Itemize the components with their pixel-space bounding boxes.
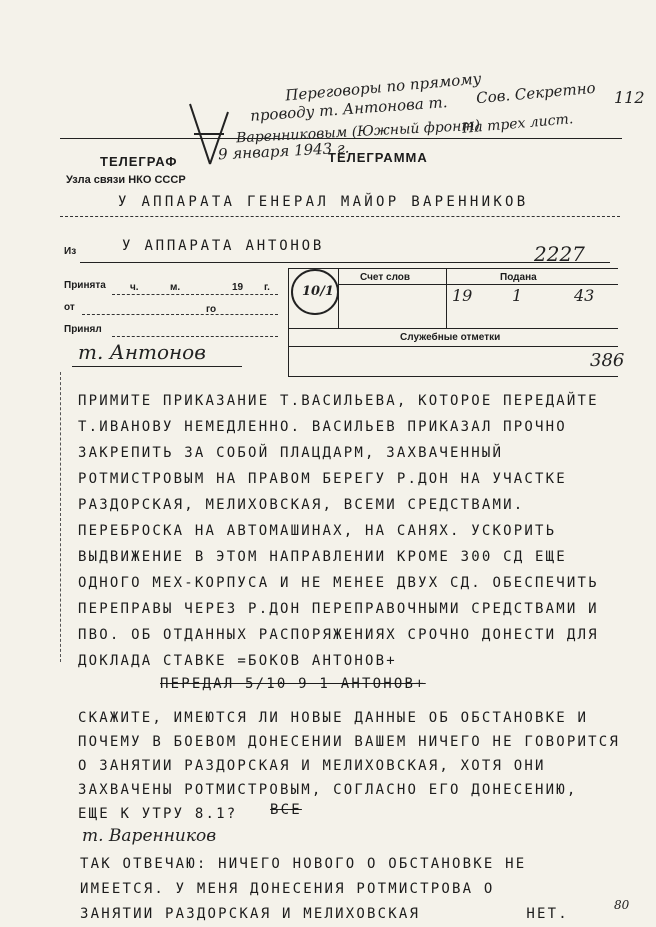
telegramma-heading: ТЕЛЕГРАММА [328,150,428,165]
ot-label: от [64,302,75,313]
m-label: м. [170,282,181,293]
handwritten-corner-mark [180,94,240,174]
body-line: ПЕРЕБРОСКА НА АВТОМАШИНАХ, НА САНЯХ. УСКОРИТЬ [78,523,557,539]
prinyal-rule [112,336,278,337]
box-bottom-rule [288,346,618,347]
body-line: О ЗАНЯТИИ РАЗДОРСКАЯ И МЕЛИХОВСКАЯ, ХОТЯ ОНИ [78,758,546,774]
body-line: ЗАНЯТИИ РАЗДОРСКАЯ И МЕЛИХОВСКАЯ НЕТ. [80,906,569,922]
body-line: ПОЧЕМУ В БОЕВОМ ДОНЕСЕНИИ ВАШЕМ НИЧЕГО НЕ ГОВОРИТСЯ [78,734,621,750]
podana-month: 1 [512,286,523,305]
handwritten-title-line2: проводу т. Антонова т. [249,93,449,125]
box-divider-2 [446,268,447,328]
form-top-rule [60,138,622,139]
box-lower-rule [288,376,618,377]
body-line: ТАК ОТВЕЧАЮ: НИЧЕГО НОВОГО О ОБСТАНОВКЕ НЕ [80,856,527,872]
body-line: ИМЕЕТСЯ. У МЕНЯ ДОНЕСЕНИЯ РОТМИСТРОВА О [80,881,495,897]
addressee-dash-rule [60,216,620,217]
podana-label: Подана [500,272,537,283]
body-line: Т.ИВАНОВУ НЕМЕДЛЕННО. ВАСИЛЬЕВ ПРИКАЗАЛ ПРОЧНО [78,419,567,435]
body-line: ЗАХВАЧЕНЫ РОТМИСТРОВЫМ, СОГЛАСНО ЕГО ДОНЕСЕНИЮ, [78,782,578,798]
from-station: У АППАРАТА АНТОНОВ [122,238,325,254]
body-block-3 [80,852,569,927]
prinyal-label: Принял [64,324,102,335]
handwritten-title-line1: Переговоры по прямому [284,69,483,105]
body-line: ОДНОГО МЕХ-КОРПУСА И НЕ МЕНЕЕ ДВУХ СД. ОБЕСПЕЧИТЬ [78,575,599,591]
body-line: ЕЩЕ К УТРУ 8.1? [78,806,238,822]
body-line: ПЕРЕПРАВЫ ЧЕРЕЗ Р.ДОН ПЕРЕПРАВОЧНЫМИ СРЕДСТВАМИ И [78,601,599,617]
body-line: ДОКЛАДА СТАВКЕ =БОКОВ АНТОНОВ+ [78,653,397,669]
go-label: го [206,304,217,315]
addressee-header: У АППАРАТА ГЕНЕРАЛ МАЙОР ВАРЕННИКОВ [118,194,529,210]
prinyata-rule [112,294,278,295]
body-block-2 [78,706,620,826]
iz-underline [80,262,610,263]
corner-mark: 80 [614,898,630,912]
body-line: РАЗДОРСКАЯ, МЕЛИХОВСКАЯ, ВСЕМИ СРЕДСТВАМИ. [78,497,525,513]
body-line: ЗАКРЕПИТЬ ЗА СОБОЙ ПЛАЦДАРМ, ЗАХВАЧЕННЫЙ [78,445,504,461]
telegraf-heading: ТЕЛЕГРАФ [100,154,178,169]
hand-varennikov: т. Варенников [82,826,217,846]
schet-slov-label: Счет слов [360,272,411,283]
transmit-line: ПЕРЕДАЛ 5/10 9 1 АНТОНОВ+ [160,676,426,692]
body-block-1 [78,388,599,674]
secret-mark: Сов. Секретно [475,78,597,108]
sluzh-otmetki-label: Служебные отметки [400,332,501,343]
prinyata-label: Принята [64,280,106,291]
stamp-text: 10/1 [302,284,334,299]
body-line: СКАЖИТЕ, ИМЕЮТСЯ ЛИ НОВЫЕ ДАННЫЕ ОБ ОБСТАНОВКЕ И [78,710,589,726]
body-line: ПРИМИТЕ ПРИКАЗАНИЕ Т.ВАСИЛЬЕВА, КОТОРОЕ ПЕРЕДАЙТЕ [78,393,599,409]
g-label: г. [264,282,270,293]
page-number: 112 [614,88,645,107]
hand-antonov: т. Антонов [78,340,206,364]
sheets-count-mark: На трех лист. [461,111,574,137]
ot-rule [82,314,278,315]
body-line: РОТМИСТРОВЫМ НА ПРАВОМ БЕРЕГУ Р.ДОН НА УЧАСТКЕ [78,471,567,487]
side-number: 386 [590,350,625,371]
ch-label: ч. [130,282,139,293]
podana-day: 19 [452,286,473,305]
podana-year: 43 [574,286,595,305]
tape-margin-marks [60,372,75,662]
box-mid-rule [288,328,618,329]
body-line: ВЫДВИЖЕНИЕ В ЭТОМ НАПРАВЛЕНИИ КРОМЕ 300 СД ЕЩЕ [78,549,567,565]
telegram-number: 2227 [534,242,585,266]
node-label: Узла связи НКО СССР [66,174,186,186]
box-subheader-rule [338,284,618,285]
year-label: 19 [232,282,244,293]
handwritten-date: 9 января 1943 г. [217,138,350,164]
body-line: ПВО. ОБ ОТДАННЫХ РАСПОРЯЖЕНИЯХ СРОЧНО ДОНЕСТИ ДЛЯ [78,627,599,643]
struck-word: ВСЕ [270,802,302,818]
iz-label: Из [64,246,77,257]
hand-antonov-underline [72,366,242,367]
handwritten-title-line3: Варенниковым (Южный фронт) [235,117,481,147]
